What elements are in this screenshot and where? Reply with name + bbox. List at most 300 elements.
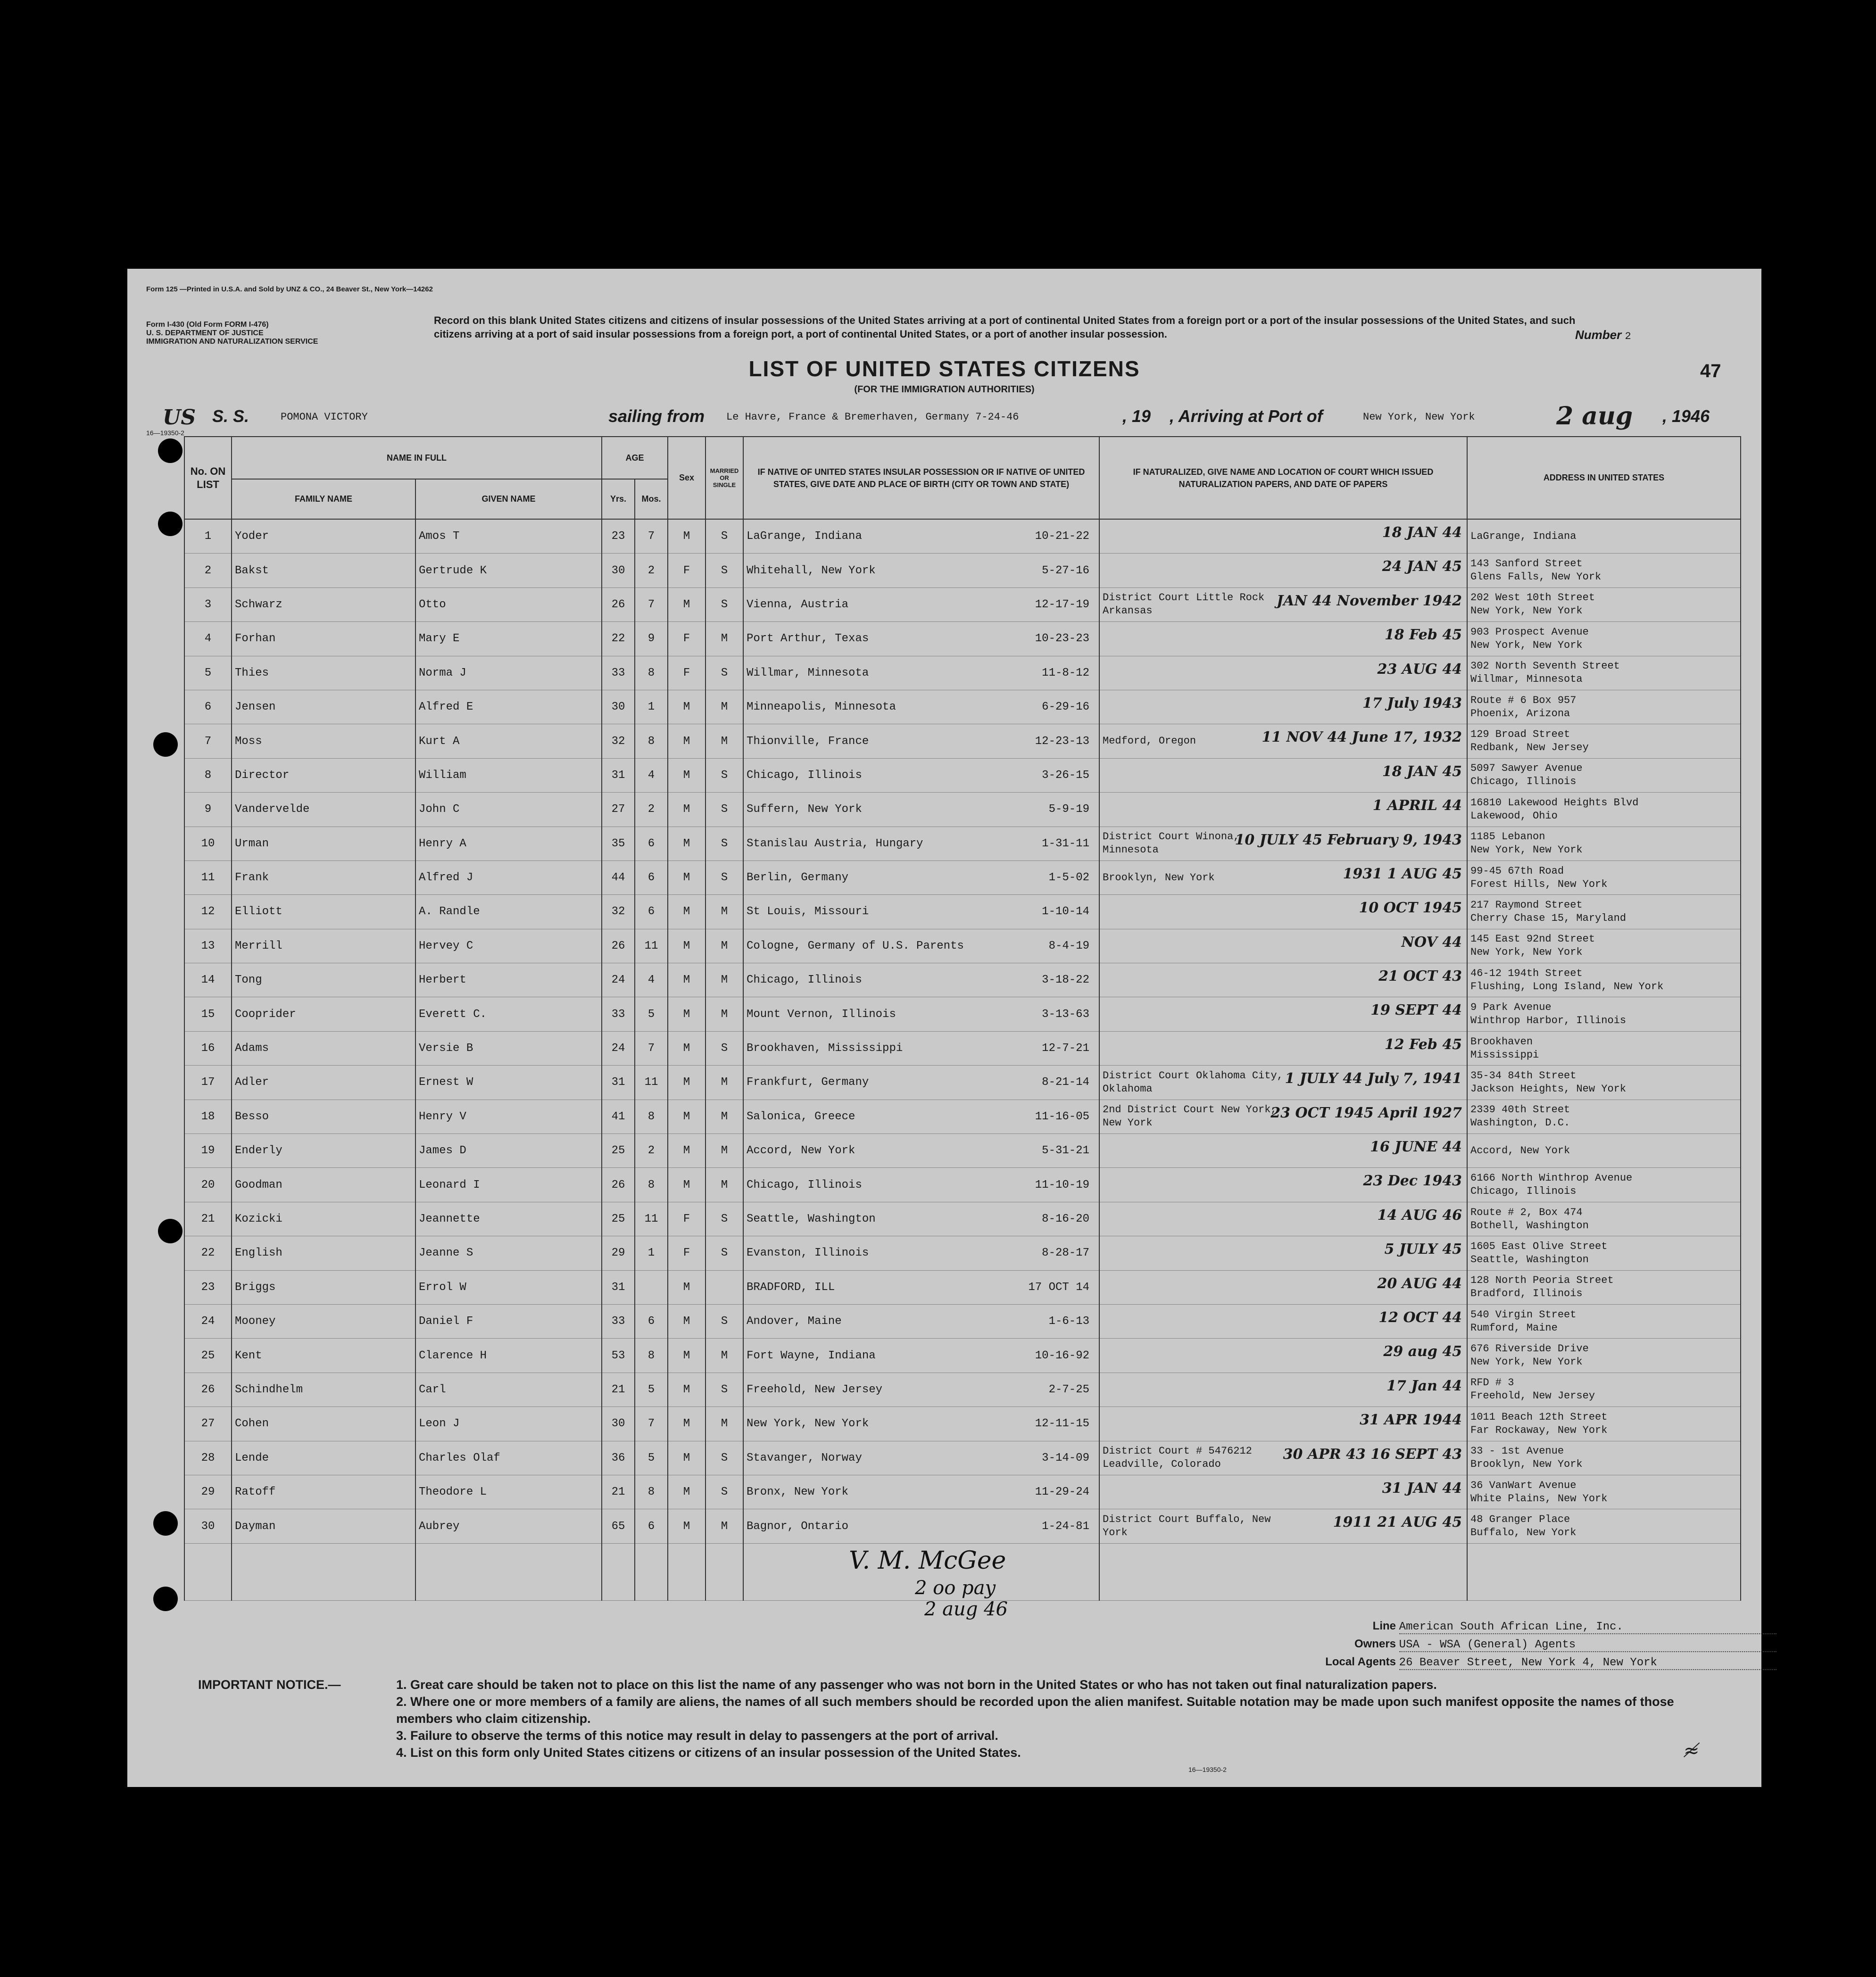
sex: M (668, 1066, 706, 1100)
address-line-2: New York, New York (1470, 1356, 1583, 1368)
birth-date: 3-14-09 (1042, 1451, 1089, 1464)
address-line-1: 145 East 92nd Street (1470, 933, 1595, 945)
birthplace (743, 1168, 1099, 1202)
handwritten-date: 20 AUG 44 (1377, 1275, 1462, 1292)
department-block (146, 321, 318, 346)
birthplace-text: Stanislau Austria, Hungary (747, 837, 923, 850)
naturalization (1099, 1134, 1467, 1168)
address (1467, 1407, 1741, 1441)
handwritten-date: 31 JAN 44 (1382, 1480, 1462, 1497)
age-months: 2 (635, 1134, 668, 1168)
notice-item: 3. Failure to observe the terms of this notice may result in delay to passengers at the port of arrival. (396, 1729, 998, 1743)
empty-cell (706, 1543, 743, 1600)
given-name: Clarence H (415, 1339, 602, 1373)
table-row (184, 1339, 1741, 1373)
family-name: Briggs (232, 1270, 415, 1304)
family-name: Thies (232, 656, 415, 690)
birth-date: 5-27-16 (1042, 564, 1089, 577)
row-number: 4 (184, 622, 232, 656)
family-name: Forhan (232, 622, 415, 656)
page-subtitle: (FOR THE IMMIGRATION AUTHORITIES) (854, 384, 1035, 395)
birthplace (743, 1236, 1099, 1270)
sex: M (668, 587, 706, 621)
row-number: 2 (184, 554, 232, 587)
handwritten-date: 18 JAN 44 (1382, 524, 1462, 541)
sex: M (668, 1304, 706, 1338)
agents-value: 26 Beaver Street, New York 4, New York (1399, 1656, 1776, 1670)
col-yrs: Yrs. (602, 479, 635, 519)
sex: M (668, 1270, 706, 1304)
form-number: Form I-430 (Old Form FORM I-476) (146, 321, 269, 329)
arriving-port: New York, New York (1363, 411, 1475, 423)
handwritten-date: 18 Feb 45 (1384, 627, 1462, 644)
birth-date: 3-13-63 (1042, 1008, 1089, 1021)
footer-line: Line American South African Line, Inc. (1311, 1620, 1776, 1634)
address-line-2: Bradford, Illinois (1470, 1288, 1583, 1300)
address-line-2: New York, New York (1470, 844, 1583, 856)
row-number: 20 (184, 1168, 232, 1202)
age-years: 21 (602, 1475, 635, 1509)
address-line-1: Route # 2, Box 474 (1470, 1206, 1583, 1218)
address-line-1: 36 VanWart Avenue (1470, 1479, 1577, 1491)
marital-status: S (706, 1475, 743, 1509)
marital-status: S (706, 554, 743, 587)
address (1467, 1202, 1741, 1236)
birthplace (743, 1304, 1099, 1338)
table-row (184, 690, 1741, 724)
corner-mark-icon: ≉ (1684, 1740, 1700, 1762)
naturalization (1099, 587, 1467, 621)
sex: M (668, 1134, 706, 1168)
age-months: 5 (635, 1373, 668, 1406)
birthplace (743, 1475, 1099, 1509)
address (1467, 587, 1741, 621)
court-text: District Court Oklahoma City, Oklahoma (1103, 1069, 1283, 1095)
row-number: 6 (184, 690, 232, 724)
birth-date: 11-16-05 (1035, 1110, 1089, 1123)
birthplace (743, 758, 1099, 792)
naturalization (1099, 963, 1467, 997)
notice-label: IMPORTANT NOTICE.— (198, 1678, 341, 1692)
binder-hole-icon (153, 1511, 178, 1536)
marital-status: S (706, 656, 743, 690)
birth-date: 5-9-19 (1048, 803, 1089, 816)
birth-date: 1-24-81 (1042, 1520, 1089, 1533)
table-row (184, 758, 1741, 792)
marital-status: M (706, 1407, 743, 1441)
birthplace (743, 724, 1099, 758)
arrival-year: , 1946 (1662, 406, 1710, 426)
binder-hole-icon (158, 512, 183, 536)
handwritten-date: 1 JULY 44 July 7, 1941 (1285, 1070, 1462, 1087)
address (1467, 1509, 1741, 1543)
family-name: Frank (232, 860, 415, 894)
birth-date: 1-5-02 (1048, 871, 1089, 885)
handwritten-date: 31 APR 1944 (1360, 1412, 1462, 1429)
age-months: 7 (635, 519, 668, 554)
handwritten-date: 24 JAN 45 (1382, 558, 1462, 575)
birth-date: 1-6-13 (1048, 1315, 1089, 1328)
marital-status: M (706, 895, 743, 929)
birthplace-text: Freehold, New Jersey (747, 1383, 883, 1396)
address-line-1: 46-12 194th Street (1470, 967, 1583, 979)
printer-line: Form 125 —Printed in U.S.A. and Sold by UNZ & CO., 24 Beaver St., New York—14262 (146, 285, 433, 293)
address-line-1: 540 Virgin Street (1470, 1308, 1577, 1321)
given-name: Henry V (415, 1100, 602, 1133)
naturalization (1099, 656, 1467, 690)
birthplace (743, 929, 1099, 963)
row-number: 25 (184, 1339, 232, 1373)
naturalization (1099, 929, 1467, 963)
handwritten-date: 5 JULY 45 (1384, 1241, 1462, 1258)
table-row (184, 519, 1741, 554)
given-name: Hervey C (415, 929, 602, 963)
marital-status: M (706, 1509, 743, 1543)
marital-status: S (706, 1236, 743, 1270)
birthplace (743, 1373, 1099, 1406)
handwritten-date: 1911 21 AUG 45 (1333, 1514, 1462, 1531)
birthplace-text: Frankfurt, Germany (747, 1076, 869, 1089)
handwritten-date: 10 JULY 45 February 9, 1943 (1235, 831, 1462, 848)
row-number: 27 (184, 1407, 232, 1441)
sex: M (668, 1407, 706, 1441)
number-label: Number (1575, 328, 1622, 342)
manifest-table (184, 436, 1741, 1601)
birth-date: 6-29-16 (1042, 701, 1089, 714)
birthplace (743, 1509, 1099, 1543)
year-label: , 19 (1122, 406, 1151, 426)
court-text: District Court Winona, Minnesota (1103, 831, 1240, 856)
age-months: 7 (635, 587, 668, 621)
handwritten-date: 1 APRIL 44 (1372, 797, 1462, 814)
address (1467, 1304, 1741, 1338)
given-name: Leonard I (415, 1168, 602, 1202)
given-name: Henry A (415, 827, 602, 860)
birthplace-text: LaGrange, Indiana (747, 530, 862, 543)
empty-cell (602, 1543, 635, 1600)
address-line-2: Winthrop Harbor, Illinois (1470, 1015, 1627, 1027)
age-months: 2 (635, 793, 668, 827)
table-row (184, 587, 1741, 621)
marital-status: S (706, 758, 743, 792)
handwritten-date: NOV 44 (1401, 934, 1462, 951)
handwritten-date: 21 OCT 43 (1378, 968, 1462, 985)
age-years: 33 (602, 656, 635, 690)
birthplace-text: Thionville, France (747, 735, 869, 748)
address-line-1: 16810 Lakewood Heights Blvd (1470, 796, 1639, 809)
family-name: Goodman (232, 1168, 415, 1202)
age-months: 8 (635, 1339, 668, 1373)
address-line-1: 1605 East Olive Street (1470, 1240, 1608, 1252)
list-number (1575, 328, 1631, 342)
arriving-label: , Arriving at Port of (1170, 406, 1323, 426)
family-name: Director (232, 758, 415, 792)
birth-date: 8-16-20 (1042, 1213, 1089, 1225)
address (1467, 690, 1741, 724)
birthplace-text: Vienna, Austria (747, 598, 849, 611)
family-name: Elliott (232, 895, 415, 929)
birth-date: 1-31-11 (1042, 837, 1089, 850)
family-name: Cooprider (232, 997, 415, 1031)
age-years: 30 (602, 1407, 635, 1441)
marital-status: M (706, 963, 743, 997)
address-line-2: Washington, D.C. (1470, 1117, 1570, 1129)
table-row (184, 1509, 1741, 1543)
address (1467, 1475, 1741, 1509)
handwritten-date: 29 aug 45 (1383, 1343, 1462, 1360)
handwritten-date: 12 OCT 44 (1378, 1309, 1462, 1326)
address-line-2: Mississippi (1470, 1049, 1539, 1061)
row-number: 7 (184, 724, 232, 758)
address-line-2: Jackson Heights, New York (1470, 1083, 1627, 1095)
handwritten-date: 11 NOV 44 June 17, 1932 (1262, 729, 1462, 746)
sex: M (668, 690, 706, 724)
col-mos: Mos. (635, 479, 668, 519)
naturalization (1099, 1373, 1467, 1406)
birthplace (743, 690, 1099, 724)
birthplace-text: Chicago, Illinois (747, 974, 862, 987)
table-row (184, 656, 1741, 690)
sex: M (668, 1339, 706, 1373)
age-years: 24 (602, 963, 635, 997)
address-line-1: 676 Riverside Drive (1470, 1343, 1589, 1355)
address-line-1: 9 Park Avenue (1470, 1001, 1552, 1014)
address-line-1: 143 Sanford Street (1470, 558, 1583, 570)
naturalization (1099, 1407, 1467, 1441)
address-line-1: Route # 6 Box 957 (1470, 694, 1577, 706)
handwritten-date: 14 AUG 46 (1377, 1207, 1462, 1224)
row-number: 14 (184, 963, 232, 997)
age-years: 26 (602, 587, 635, 621)
arrival-date-hand: 2 aug (1556, 402, 1633, 430)
birthplace-text: Bronx, New York (747, 1486, 849, 1499)
given-name: Herbert (415, 963, 602, 997)
birthplace (743, 1441, 1099, 1475)
age-months: 8 (635, 1168, 668, 1202)
address-line-1: 1185 Lebanon (1470, 831, 1545, 843)
notice-item: 2. Where one or more members of a family are aliens, the names of all such members should be recorded upon the alien manifest. Suitable notation may be made upon such manifest opposite the names of those members who claim citizenship. (396, 1695, 1674, 1726)
age-months: 9 (635, 622, 668, 656)
birthplace (743, 554, 1099, 587)
given-name: Mary E (415, 622, 602, 656)
address (1467, 1236, 1741, 1270)
family-name: Yoder (232, 519, 415, 554)
row-number: 30 (184, 1509, 232, 1543)
marital-status: S (706, 793, 743, 827)
given-name: Kurt A (415, 724, 602, 758)
row-number: 28 (184, 1441, 232, 1475)
address-line-2: Glens Falls, New York (1470, 571, 1602, 583)
given-name: Daniel F (415, 1304, 602, 1338)
naturalization (1099, 1304, 1467, 1338)
birthplace-text: Evanston, Illinois (747, 1247, 869, 1260)
birth-date: 5-31-21 (1042, 1144, 1089, 1158)
sex: F (668, 622, 706, 656)
footer-owners: Owners USA - WSA (General) Agents (1311, 1638, 1776, 1652)
given-name: Versie B (415, 1031, 602, 1065)
age-years: 26 (602, 1168, 635, 1202)
notice-item: 1. Great care should be taken not to place on this list the name of any passenger who was not born in the United States or who has not taken out final naturalization papers. (396, 1678, 1437, 1692)
address (1467, 963, 1741, 997)
sex: M (668, 997, 706, 1031)
age-months: 6 (635, 860, 668, 894)
sex: M (668, 724, 706, 758)
naturalization (1099, 1509, 1467, 1543)
family-name: Bakst (232, 554, 415, 587)
birthplace-text: Bagnor, Ontario (747, 1520, 849, 1533)
age-years: 31 (602, 758, 635, 792)
address (1467, 519, 1741, 554)
table-row (184, 793, 1741, 827)
birth-date: 10-16-92 (1035, 1349, 1089, 1362)
birth-date: 12-23-13 (1035, 735, 1089, 748)
sailing-label: sailing from (608, 406, 705, 426)
birthplace-text: Mount Vernon, Illinois (747, 1008, 896, 1021)
table-row (184, 1304, 1741, 1338)
sex: M (668, 895, 706, 929)
owners-value: USA - WSA (General) Agents (1399, 1638, 1776, 1652)
sex: F (668, 656, 706, 690)
age-months: 7 (635, 1407, 668, 1441)
prefix-hand: US (163, 405, 196, 430)
marital-status: S (706, 860, 743, 894)
given-name: Everett C. (415, 997, 602, 1031)
table-row (184, 1475, 1741, 1509)
family-name: Merrill (232, 929, 415, 963)
given-name: Gertrude K (415, 554, 602, 587)
address-line-2: Chicago, Illinois (1470, 1185, 1577, 1198)
age-years: 23 (602, 519, 635, 554)
birthplace (743, 1270, 1099, 1304)
family-name: Jensen (232, 690, 415, 724)
naturalization (1099, 724, 1467, 758)
binder-hole-icon (153, 732, 178, 757)
address (1467, 1441, 1741, 1475)
birthplace-text: Accord, New York (747, 1144, 855, 1158)
table-row (184, 1100, 1741, 1133)
address-line-2: Phoenix, Arizona (1470, 707, 1570, 720)
given-name: Errol W (415, 1270, 602, 1304)
birth-date: 11-29-24 (1035, 1486, 1089, 1499)
age-months: 8 (635, 656, 668, 690)
row-number: 26 (184, 1373, 232, 1406)
address-line-2: Chicago, Illinois (1470, 776, 1577, 788)
binder-hole-icon (158, 438, 183, 463)
given-name: Ernest W (415, 1066, 602, 1100)
age-months: 1 (635, 1236, 668, 1270)
age-months: 11 (635, 1202, 668, 1236)
birth-date: 12-7-21 (1042, 1042, 1089, 1055)
family-name: Mooney (232, 1304, 415, 1338)
birthplace-text: Fort Wayne, Indiana (747, 1349, 876, 1362)
given-name: James D (415, 1134, 602, 1168)
col-given-name: GIVEN NAME (415, 479, 602, 519)
signature-line2: 2 oo pay (915, 1577, 996, 1599)
address (1467, 554, 1741, 587)
birthplace (743, 519, 1099, 554)
birthplace-text: New York, New York (747, 1417, 869, 1431)
birthplace (743, 1339, 1099, 1373)
naturalization (1099, 1168, 1467, 1202)
marital-status: M (706, 1339, 743, 1373)
binder-hole-icon (158, 1219, 183, 1243)
age-years: 53 (602, 1339, 635, 1373)
naturalization (1099, 1031, 1467, 1065)
age-months: 11 (635, 929, 668, 963)
row-number: 19 (184, 1134, 232, 1168)
table-row (184, 1270, 1741, 1304)
sex: M (668, 1475, 706, 1509)
naturalization (1099, 1475, 1467, 1509)
birth-date: 8-28-17 (1042, 1247, 1089, 1260)
handwritten-date: 1931 1 AUG 45 (1343, 865, 1462, 882)
address-line-1: 302 North Seventh Street (1470, 660, 1620, 672)
age-years: 35 (602, 827, 635, 860)
table-row (184, 1134, 1741, 1168)
given-name: William (415, 758, 602, 792)
address-line-1: 903 Prospect Avenue (1470, 626, 1589, 638)
address-line-2: Cherry Chase 15, Maryland (1470, 912, 1627, 924)
birthplace (743, 1407, 1099, 1441)
address (1467, 895, 1741, 929)
age-months: 5 (635, 997, 668, 1031)
birth-date: 11-8-12 (1042, 666, 1089, 679)
row-number: 18 (184, 1100, 232, 1133)
birthplace (743, 1202, 1099, 1236)
birthplace-text: Suffern, New York (747, 803, 862, 816)
given-name: Jeannette (415, 1202, 602, 1236)
birthplace (743, 860, 1099, 894)
row-number: 21 (184, 1202, 232, 1236)
address-line-1: 217 Raymond Street (1470, 899, 1583, 911)
marital-status: S (706, 1202, 743, 1236)
binder-hole-icon (153, 1587, 178, 1611)
table-row (184, 963, 1741, 997)
family-name: Dayman (232, 1509, 415, 1543)
signature-pay (915, 1577, 996, 1599)
birthplace-text: Andover, Maine (747, 1315, 842, 1328)
sex: M (668, 793, 706, 827)
voyage-line (163, 402, 1738, 434)
age-years: 22 (602, 622, 635, 656)
birthplace (743, 587, 1099, 621)
address-line-2: New York, New York (1470, 639, 1583, 651)
handwritten-date: 23 OCT 1945 April 1927 (1270, 1104, 1462, 1121)
address (1467, 724, 1741, 758)
row-number: 15 (184, 997, 232, 1031)
birth-date: 1-10-14 (1042, 905, 1089, 918)
marital-status: S (706, 587, 743, 621)
table-row (184, 929, 1741, 963)
signature (849, 1547, 1006, 1575)
row-number: 3 (184, 587, 232, 621)
address (1467, 1168, 1741, 1202)
empty-cell (668, 1543, 706, 1600)
age-months: 1 (635, 690, 668, 724)
col-name-in-full: NAME IN FULL (232, 437, 602, 479)
handwritten-date: 12 Feb 45 (1384, 1036, 1462, 1053)
court-text: Brooklyn, New York (1103, 871, 1215, 884)
birth-date: 12-11-15 (1035, 1417, 1089, 1431)
address-line-1: Accord, New York (1470, 1144, 1570, 1157)
birthplace (743, 1100, 1099, 1133)
naturalization (1099, 1100, 1467, 1133)
sex: M (668, 1441, 706, 1475)
marital-status: M (706, 622, 743, 656)
age-years: 21 (602, 1373, 635, 1406)
birthplace-text: Brookhaven, Mississippi (747, 1042, 903, 1055)
address-line-2: White Plains, New York (1470, 1492, 1608, 1505)
